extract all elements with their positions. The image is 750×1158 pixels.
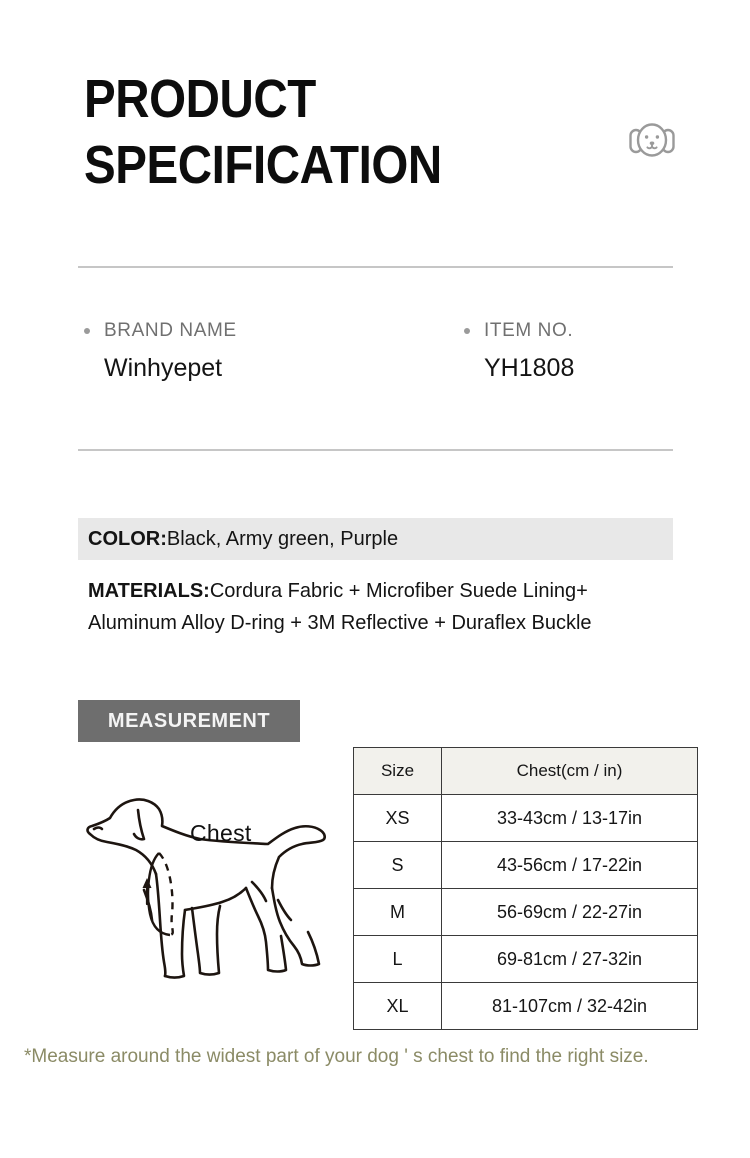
item-no-label-row [464,320,574,342]
table-header-chest: Chest(cm / in) [442,748,698,795]
measurement-banner [78,700,300,742]
materials-value: Cordura Fabric + Microfiber Suede Lining+ Aluminum Alloy D-ring + 3M Reflective + Duraflex Buckle [88,580,592,634]
color-text [78,528,398,551]
item-no-value: YH1808 [484,354,575,382]
brand-name-field [84,320,237,383]
item-no-label: ITEM NO. [484,320,574,341]
dog-side-view-icon [82,782,347,1007]
page-title [84,69,564,195]
table-header-size: Size [354,748,442,795]
table-row [354,889,698,936]
item-no-field [464,320,574,383]
table-row [354,983,698,1030]
table-cell-size: XS [354,795,442,842]
measurement-banner-label: MEASUREMENT [107,709,271,732]
table-cell-size: L [354,936,442,983]
divider-bottom [78,449,673,451]
page-title-line-1: PRODUCT [84,69,316,129]
color-band [78,518,673,560]
divider-top [78,266,673,268]
table-cell-chest: 81-107cm / 32-42in [442,983,698,1030]
table-header-row [354,748,698,795]
bullet-icon [464,328,470,334]
materials-section [88,575,668,639]
dog-face-icon [628,118,676,162]
table-cell-chest: 56-69cm / 22-27in [442,889,698,936]
product-info-row [0,320,750,420]
table-row [354,936,698,983]
bullet-icon [84,328,90,334]
table-cell-size: S [354,842,442,889]
color-value: Black, Army green, Purple [166,527,399,550]
table-cell-chest: 69-81cm / 27-32in [442,936,698,983]
table-cell-size: XL [354,983,442,1030]
table-cell-chest: 43-56cm / 17-22in [442,842,698,889]
table-row [354,842,698,889]
table-cell-chest: 33-43cm / 13-17in [442,795,698,842]
brand-name-label: BRAND NAME [104,320,237,341]
brand-name-value: Winhyepet [104,354,223,382]
brand-name-label-row [84,320,237,342]
size-chart-table [353,747,698,1030]
page-header [0,0,750,260]
materials-text [88,575,668,639]
color-key: COLOR: [88,527,167,550]
page-title-line-2: SPECIFICATION [84,135,442,195]
measurement-footnote: *Measure around the widest part of your dog ' s chest to find the right size. [24,1046,649,1067]
table-cell-size: M [354,889,442,936]
chest-diagram-label: Chest [190,820,252,846]
table-row [354,795,698,842]
materials-key: MATERIALS: [88,580,210,602]
